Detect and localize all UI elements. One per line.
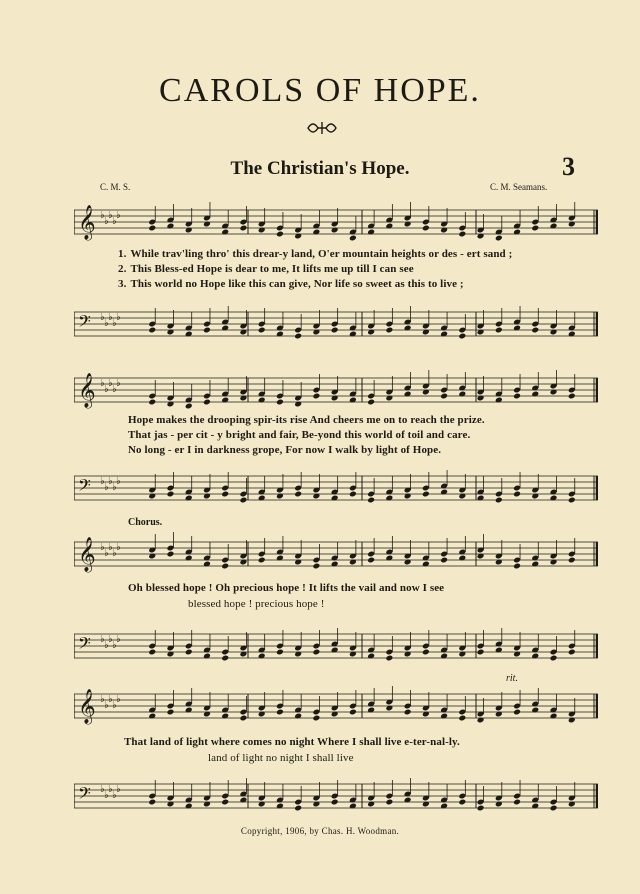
chorus-echo-1: blessed hope ! precious hope ! <box>188 598 325 610</box>
svg-text:♭: ♭ <box>116 210 121 221</box>
page-title: CAROLS OF HOPE. <box>159 72 481 109</box>
svg-text:♭: ♭ <box>112 700 117 711</box>
svg-text:♭: ♭ <box>100 784 105 795</box>
svg-text:𝄢: 𝄢 <box>78 783 91 807</box>
chorus-label: Chorus. <box>128 517 163 528</box>
svg-text:♭: ♭ <box>104 640 109 651</box>
svg-text:♭: ♭ <box>100 694 105 705</box>
page-number: 3 <box>562 152 575 181</box>
svg-text:♭: ♭ <box>112 640 117 651</box>
svg-text:♭: ♭ <box>100 378 105 389</box>
svg-text:𝄞: 𝄞 <box>78 537 96 572</box>
bass-staff <box>74 624 598 674</box>
svg-text:♭: ♭ <box>112 318 117 329</box>
svg-text:♭: ♭ <box>112 482 117 493</box>
copyright-notice: Copyright, 1906, by Chas. H. Woodman. <box>240 826 400 836</box>
music-system-1 <box>74 196 598 342</box>
hymn-title: The Christian's Hope. <box>230 158 410 179</box>
svg-text:♭: ♭ <box>100 542 105 553</box>
svg-text:♭: ♭ <box>108 210 113 221</box>
svg-text:♭: ♭ <box>112 548 117 559</box>
music-system-2 <box>74 362 598 506</box>
svg-text:♭: ♭ <box>100 476 105 487</box>
svg-text:♭: ♭ <box>116 378 121 389</box>
svg-text:♭: ♭ <box>100 210 105 221</box>
verse-line-1b: Hope makes the drooping spir-its rise And cheers me on to reach the prize. <box>128 414 485 426</box>
svg-text:♭: ♭ <box>104 482 109 493</box>
svg-text:♭: ♭ <box>116 312 121 323</box>
svg-text:♭: ♭ <box>104 216 109 227</box>
svg-text:♭: ♭ <box>116 694 121 705</box>
svg-text:♭: ♭ <box>104 318 109 329</box>
svg-text:𝄢: 𝄢 <box>78 311 91 335</box>
svg-text:♭: ♭ <box>116 784 121 795</box>
bass-staff <box>74 466 598 516</box>
svg-text:♭: ♭ <box>100 312 105 323</box>
svg-text:𝄢: 𝄢 <box>78 475 91 499</box>
svg-text:♭: ♭ <box>104 700 109 711</box>
ornament-icon <box>304 118 340 138</box>
chorus-line-1: Oh blessed hope ! Oh precious hope ! It lifts the vail and now I see <box>128 582 445 594</box>
svg-text:♭: ♭ <box>108 694 113 705</box>
svg-text:♭: ♭ <box>116 542 121 553</box>
verse-line-3: 3. This world no Hope like this can give, Nor life so sweet as this to live ; <box>118 278 464 290</box>
bass-staff <box>74 774 598 824</box>
svg-text:♭: ♭ <box>104 548 109 559</box>
svg-text:𝄞: 𝄞 <box>78 689 96 724</box>
svg-text:♭: ♭ <box>108 378 113 389</box>
svg-text:♭: ♭ <box>116 634 121 645</box>
verse-line-2: 2. This Bless-ed Hope is dear to me, It lifts me up till I can see <box>118 263 414 275</box>
composer-credit: C. M. Seamans. <box>490 182 548 192</box>
music-system-3 <box>74 528 598 668</box>
svg-text:♭: ♭ <box>104 790 109 801</box>
svg-text:♭: ♭ <box>108 634 113 645</box>
svg-text:♭: ♭ <box>116 476 121 487</box>
svg-text:𝄞: 𝄞 <box>78 373 96 408</box>
verse-line-1: 1. While trav'ling thro' this drear-y land, O'er mountain heights or des - ert sand ; <box>118 248 513 260</box>
svg-text:♭: ♭ <box>112 384 117 395</box>
treble-staff <box>74 684 598 744</box>
svg-text:♭: ♭ <box>108 784 113 795</box>
svg-text:♭: ♭ <box>100 634 105 645</box>
svg-text:𝄞: 𝄞 <box>78 205 96 240</box>
svg-text:♭: ♭ <box>108 312 113 323</box>
verse-line-2b: That jas - per cit - y bright and fair, Be-yond this world of toil and care. <box>128 429 471 441</box>
svg-text:𝄢: 𝄢 <box>78 633 91 657</box>
svg-text:♭: ♭ <box>104 384 109 395</box>
svg-text:♭: ♭ <box>108 476 113 487</box>
bass-staff <box>74 302 598 352</box>
music-system-4 <box>74 680 598 820</box>
verse-line-3b: No long - er I in darkness grope, For now I walk by light of Hope. <box>128 444 442 456</box>
svg-text:♭: ♭ <box>108 542 113 553</box>
chorus-echo-2: land of light no night I shall live <box>208 752 354 764</box>
chorus-line-2: That land of light where comes no night Where I shall live e-ter-nal-ly. <box>124 736 460 748</box>
meter-label: C. M. S. <box>100 182 131 192</box>
tempo-marking: rit. <box>506 673 518 684</box>
svg-text:♭: ♭ <box>112 216 117 227</box>
svg-text:♭: ♭ <box>112 790 117 801</box>
